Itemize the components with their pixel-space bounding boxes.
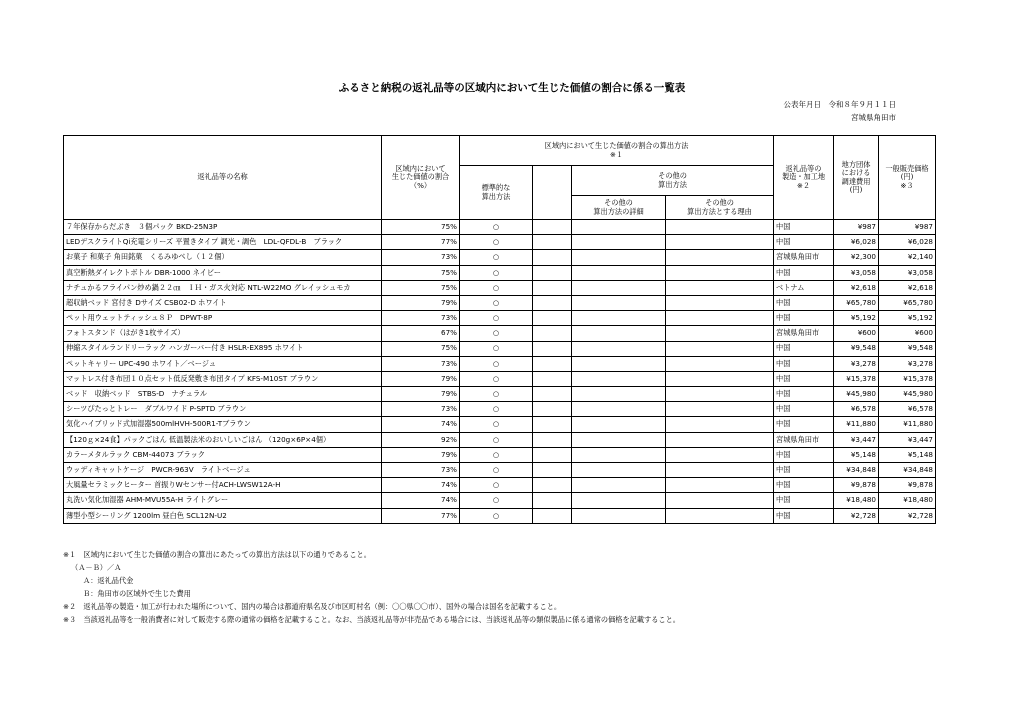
page-title: ふるさと納税の返礼品等の区域内において生じた価値の割合に係る一覧表: [338, 82, 686, 94]
cell-ratio: 77%: [382, 508, 460, 523]
cell-location: 宮城県角田市: [774, 432, 834, 447]
table-row: [64, 463, 936, 478]
table-row: [64, 478, 936, 493]
cell-other-reason: [666, 478, 774, 493]
cell-name: 伸縮スタイルランドリーラック ハンガーバー付き HSLR-EX895 ホワイト: [64, 341, 382, 356]
cell-location: 中国: [774, 265, 834, 280]
cell-price: ¥987: [879, 220, 936, 235]
table-row: [64, 280, 936, 295]
cell-name: 【120ｇ×24食】パックごはん 低温製法米のおいしいごはん （120g×6P×4個）: [64, 432, 382, 447]
cell-name: ウッディキャットケージ PWCR-963V ライトベージュ: [64, 463, 382, 478]
table-row: [64, 265, 936, 280]
cell-other-detail: [572, 447, 666, 462]
header-other-detail: その他の 算出方法の詳細: [572, 196, 666, 220]
table-row: [64, 341, 936, 356]
cell-location: 中国: [774, 402, 834, 417]
cell-other-detail: [572, 508, 666, 523]
header-method-group: 区域内において生じた価値の割合の算出方法 ※１: [460, 136, 774, 166]
cell-other-detail: [572, 493, 666, 508]
cell-other-reason: [666, 493, 774, 508]
cell-cost: ¥600: [834, 326, 879, 341]
cell-name: 薄型小型シーリング 1200lm 昼白色 SCL12N-U2: [64, 508, 382, 523]
cell-other-reason: [666, 356, 774, 371]
table-row: [64, 356, 936, 371]
cell-ratio: 79%: [382, 371, 460, 386]
cell-blank: [533, 478, 572, 493]
cell-price: ¥9,878: [879, 478, 936, 493]
cell-standard: ○: [460, 371, 533, 386]
cell-other-detail: [572, 463, 666, 478]
cell-blank: [533, 311, 572, 326]
table-row: [64, 387, 936, 402]
cell-other-detail: [572, 250, 666, 265]
cell-location: 中国: [774, 508, 834, 523]
cell-standard: ○: [460, 220, 533, 235]
cell-name: 丸洗い気化加湿器 AHM-MVU55A-H ライトグレー: [64, 493, 382, 508]
cell-other-reason: [666, 508, 774, 523]
cell-price: ¥6,028: [879, 235, 936, 250]
cell-cost: ¥6,578: [834, 402, 879, 417]
table-row: [64, 311, 936, 326]
cell-other-reason: [666, 311, 774, 326]
cell-cost: ¥5,148: [834, 447, 879, 462]
note-formula: （Ａ－Ｂ）／Ａ: [71, 562, 122, 572]
cell-price: ¥3,278: [879, 356, 936, 371]
cell-price: ¥5,148: [879, 447, 936, 462]
cell-location: 中国: [774, 295, 834, 310]
cell-name: シーツぴたっとトレー ダブルワイド P-SPTD ブラウン: [64, 402, 382, 417]
cell-blank: [533, 387, 572, 402]
cell-other-detail: [572, 235, 666, 250]
publish-date: 公表年月日 令和８年９月１１日: [783, 100, 896, 109]
cell-blank: [533, 356, 572, 371]
cell-standard: ○: [460, 478, 533, 493]
cell-price: ¥65,780: [879, 295, 936, 310]
cell-other-reason: [666, 265, 774, 280]
cell-other-reason: [666, 463, 774, 478]
cell-cost: ¥65,780: [834, 295, 879, 310]
cell-other-reason: [666, 295, 774, 310]
cell-location: 中国: [774, 371, 834, 386]
cell-name: LEDデスクライトQi充電シリーズ 平置きタイプ 調光・調色 LDL-QFDL-B ブラック: [64, 235, 382, 250]
cell-cost: ¥2,618: [834, 280, 879, 295]
cell-cost: ¥2,728: [834, 508, 879, 523]
table-row: [64, 493, 936, 508]
cell-name: ベッド 収納ベッド STBS-D ナチュラル: [64, 387, 382, 402]
cell-price: ¥2,140: [879, 250, 936, 265]
cell-ratio: 74%: [382, 478, 460, 493]
cell-blank: [533, 417, 572, 432]
cell-cost: ¥2,300: [834, 250, 879, 265]
cell-location: 宮城県角田市: [774, 326, 834, 341]
cell-other-reason: [666, 220, 774, 235]
cell-price: ¥18,480: [879, 493, 936, 508]
cell-cost: ¥15,378: [834, 371, 879, 386]
header-name: 返礼品等の名称: [64, 136, 382, 220]
cell-cost: ¥5,192: [834, 311, 879, 326]
note-a: Ａ：返礼品代金: [83, 575, 134, 585]
cell-other-detail: [572, 432, 666, 447]
cell-ratio: 74%: [382, 417, 460, 432]
cell-name: 大風量セラミックヒーター 首振りWセンサー付ACH-LWSW12A-H: [64, 478, 382, 493]
cell-blank: [533, 508, 572, 523]
cell-ratio: 79%: [382, 447, 460, 462]
table-row: [64, 402, 936, 417]
cell-standard: ○: [460, 356, 533, 371]
cell-other-reason: [666, 280, 774, 295]
cell-blank: [533, 447, 572, 462]
cell-ratio: 67%: [382, 326, 460, 341]
footnotes: [63, 549, 680, 626]
cell-standard: ○: [460, 387, 533, 402]
cell-other-reason: [666, 371, 774, 386]
cell-ratio: 79%: [382, 295, 460, 310]
cell-standard: ○: [460, 265, 533, 280]
cell-other-reason: [666, 250, 774, 265]
cell-price: ¥5,192: [879, 311, 936, 326]
cell-other-reason: [666, 235, 774, 250]
cell-name: 真空断熱ダイレクトボトル DBR-1000 ネイビー: [64, 265, 382, 280]
cell-blank: [533, 295, 572, 310]
cell-standard: ○: [460, 235, 533, 250]
cell-other-detail: [572, 341, 666, 356]
cell-ratio: 92%: [382, 432, 460, 447]
returns-table: [63, 135, 936, 524]
cell-price: ¥34,848: [879, 463, 936, 478]
cell-location: 中国: [774, 478, 834, 493]
cell-cost: ¥3,058: [834, 265, 879, 280]
cell-location: 中国: [774, 493, 834, 508]
header-standard: 標準的な 算出方法: [460, 166, 533, 220]
cell-other-detail: [572, 402, 666, 417]
cell-other-detail: [572, 326, 666, 341]
table-row: [64, 220, 936, 235]
cell-other-detail: [572, 280, 666, 295]
header-other-reason: その他の 算出方法とする理由: [666, 196, 774, 220]
cell-blank: [533, 402, 572, 417]
header-cost: 地方団体 における 調達費用 (円): [834, 136, 879, 220]
cell-standard: ○: [460, 493, 533, 508]
cell-other-detail: [572, 478, 666, 493]
cell-location: 中国: [774, 341, 834, 356]
table-row: [64, 417, 936, 432]
cell-standard: ○: [460, 402, 533, 417]
note-2: ※２ 返礼品等の製造・加工が行われた場所について、国内の場合は都道府県名及び市区町村名（例：〇〇県〇〇市）、国外の場合は国名を記載すること。: [63, 601, 562, 611]
cell-standard: ○: [460, 250, 533, 265]
cell-name: ナチュかるフライパン炒め鍋２２㎝ ＩＨ・ガス火対応 NTL-W22MO グレイッシュモカ: [64, 280, 382, 295]
cell-cost: ¥9,878: [834, 478, 879, 493]
cell-standard: ○: [460, 311, 533, 326]
cell-cost: ¥3,447: [834, 432, 879, 447]
header-other-spacer: [533, 166, 572, 196]
cell-other-reason: [666, 387, 774, 402]
header-price: 一般販売価格 (円) ※３: [879, 136, 936, 220]
cell-other-detail: [572, 311, 666, 326]
cell-name: 超収納ベッド 宮付き Dサイズ CSB02-D ホワイト: [64, 295, 382, 310]
table-row: [64, 250, 936, 265]
cell-other-reason: [666, 326, 774, 341]
cell-other-reason: [666, 447, 774, 462]
note-1: ※１ 区域内において生じた価値の割合の算出にあたっての算出方法は以下の通りであること。: [63, 550, 371, 559]
cell-price: ¥11,880: [879, 417, 936, 432]
cell-standard: ○: [460, 417, 533, 432]
cell-ratio: 75%: [382, 265, 460, 280]
cell-standard: ○: [460, 508, 533, 523]
cell-name: マットレス付き布団１０点セット低反発敷き布団タイプ KFS-M10ST ブラウン: [64, 371, 382, 386]
cell-location: 中国: [774, 417, 834, 432]
cell-other-detail: [572, 371, 666, 386]
cell-ratio: 77%: [382, 235, 460, 250]
cell-ratio: 73%: [382, 356, 460, 371]
cell-name: カラーメタルラック CBM-44073 ブラック: [64, 447, 382, 462]
cell-blank: [533, 220, 572, 235]
cell-ratio: 73%: [382, 463, 460, 478]
cell-blank: [533, 493, 572, 508]
cell-location: 中国: [774, 311, 834, 326]
cell-price: ¥600: [879, 326, 936, 341]
table-row: [64, 326, 936, 341]
table-row: [64, 295, 936, 310]
cell-standard: ○: [460, 432, 533, 447]
cell-cost: ¥987: [834, 220, 879, 235]
cell-name: ７年保存からだぶき ３個パック BKD-25N3P: [64, 220, 382, 235]
cell-cost: ¥34,848: [834, 463, 879, 478]
cell-standard: ○: [460, 280, 533, 295]
cell-price: ¥45,980: [879, 387, 936, 402]
cell-price: ¥15,378: [879, 371, 936, 386]
cell-location: 宮城県角田市: [774, 250, 834, 265]
cell-standard: ○: [460, 447, 533, 462]
cell-blank: [533, 250, 572, 265]
cell-price: ¥3,447: [879, 432, 936, 447]
cell-standard: ○: [460, 463, 533, 478]
header-location: 返礼品等の 製造・加工地 ※２: [774, 136, 834, 220]
cell-other-detail: [572, 356, 666, 371]
cell-location: 中国: [774, 387, 834, 402]
cell-ratio: 73%: [382, 250, 460, 265]
cell-cost: ¥45,980: [834, 387, 879, 402]
cell-cost: ¥18,480: [834, 493, 879, 508]
cell-ratio: 75%: [382, 220, 460, 235]
cell-blank: [533, 341, 572, 356]
cell-cost: ¥11,880: [834, 417, 879, 432]
header-other-group: その他の 算出方法: [572, 166, 774, 196]
table-row: [64, 235, 936, 250]
cell-blank: [533, 432, 572, 447]
cell-location: 中国: [774, 463, 834, 478]
cell-ratio: 73%: [382, 311, 460, 326]
cell-other-detail: [572, 387, 666, 402]
cell-blank: [533, 371, 572, 386]
cell-standard: ○: [460, 341, 533, 356]
cell-price: ¥3,058: [879, 265, 936, 280]
note-3: ※３ 当該返礼品等を一般消費者に対して販売する際の通常の価格を記載すること。なお、当該返礼品等が非売品である場合には、当該返礼品等の類似製品に係る通常の価格を記載すること。: [63, 614, 680, 624]
table-row: [64, 447, 936, 462]
cell-blank: [533, 326, 572, 341]
cell-price: ¥6,578: [879, 402, 936, 417]
note-b: Ｂ：角田市の区域外で生じた費用: [83, 588, 191, 598]
cell-location: 中国: [774, 356, 834, 371]
cell-price: ¥2,618: [879, 280, 936, 295]
cell-cost: ¥3,278: [834, 356, 879, 371]
cell-name: 気化ハイブリッド式加湿器500mlHVH-500R1-Tブラウン: [64, 417, 382, 432]
cell-price: ¥2,728: [879, 508, 936, 523]
cell-name: フォトスタンド（はがき1枚サイズ）: [64, 326, 382, 341]
cell-other-reason: [666, 341, 774, 356]
cell-name: ペットキャリー UPC-490 ホワイト／ベージュ: [64, 356, 382, 371]
cell-name: お菓子 和菓子 角田銘菓 くるみゆべし（１２個）: [64, 250, 382, 265]
cell-blank: [533, 265, 572, 280]
cell-other-reason: [666, 432, 774, 447]
cell-standard: ○: [460, 326, 533, 341]
cell-blank: [533, 235, 572, 250]
cell-other-detail: [572, 295, 666, 310]
cell-other-reason: [666, 417, 774, 432]
cell-ratio: 79%: [382, 387, 460, 402]
cell-location: 中国: [774, 447, 834, 462]
cell-other-detail: [572, 417, 666, 432]
table-row: [64, 432, 936, 447]
cell-cost: ¥9,548: [834, 341, 879, 356]
cell-blank: [533, 280, 572, 295]
cell-other-detail: [572, 265, 666, 280]
cell-ratio: 75%: [382, 280, 460, 295]
table-row: [64, 508, 936, 523]
cell-blank: [533, 463, 572, 478]
cell-other-detail: [572, 220, 666, 235]
cell-ratio: 75%: [382, 341, 460, 356]
cell-location: 中国: [774, 220, 834, 235]
municipality-name: 宮城県角田市: [851, 113, 896, 122]
cell-ratio: 74%: [382, 493, 460, 508]
cell-location: 中国: [774, 235, 834, 250]
cell-location: ベトナム: [774, 280, 834, 295]
table-row: [64, 371, 936, 386]
header-ratio: 区域内において 生じた価値の割合 （%）: [382, 136, 460, 220]
cell-name: ペット用ウェットティッシュ８Ｐ DPWT-8P: [64, 311, 382, 326]
cell-price: ¥9,548: [879, 341, 936, 356]
cell-standard: ○: [460, 295, 533, 310]
cell-cost: ¥6,028: [834, 235, 879, 250]
cell-ratio: 73%: [382, 402, 460, 417]
cell-other-reason: [666, 402, 774, 417]
header-other-spacer-bottom: [533, 196, 572, 220]
